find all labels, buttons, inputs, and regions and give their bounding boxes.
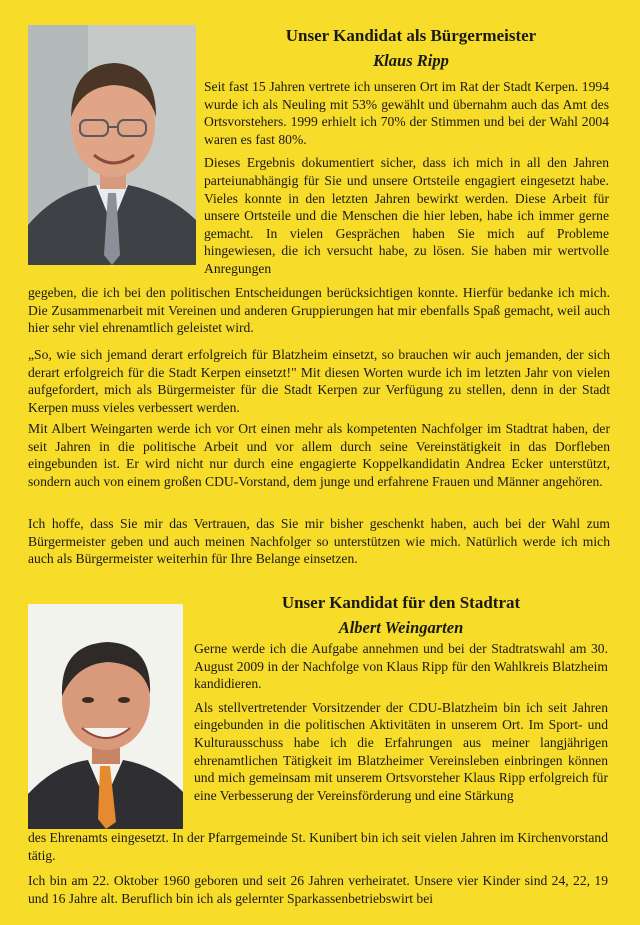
section2-candidate-name: Albert Weingarten: [338, 618, 464, 637]
section1-paragraph-3: „So, wie sich jemand derart erfolgreich für Blatzheim einsetzt, so brauchen wir auch jemanden, der sich derart erfolgreich für die Stadt Kerpen einsetzt!" Mit diesen Worten wurde ich im letzten Jahr von vielen aufgefordert, mich als Bürgermeister für die Stadt Kerpen zur Verfügung zu stellen, denn in der Stadt Kerpen muss vieles verbessert werden.: [28, 347, 610, 415]
portrait-albert-weingarten-image: [28, 604, 183, 829]
section1-paragraph-1: Seit fast 15 Jahren vertrete ich unseren Ort im Rat der Stadt Kerpen. 1994 wurde ich als Neuling mit 53% gewählt und übernahm auch das Amt des Ortsvorstehers. 1999 erhielt ich 70% der Stimmen und bei der Wahl 2004 waren es fast 80%.: [204, 79, 609, 147]
section1-intro-text: [204, 78, 609, 278]
section2-paragraph-2b: des Ehrenamts eingesetzt. In der Pfarrgemeinde St. Kunibert bin ich seit vielen Jahren im Kirchenvorstand tätig.: [28, 830, 608, 863]
section2-paragraph-1: Gerne werde ich die Aufgabe annehmen und bei der Stadtratswahl am 30. August 2009 in der Nachfolge von Klaus Ripp für den Wahlkreis Blatzheim kandidieren.: [194, 641, 608, 692]
portrait-albert-weingarten: [28, 604, 183, 829]
portrait-klaus-ripp-image: [28, 25, 196, 265]
section2-paragraph-2a: Als stellvertretender Vorsitzender der CDU-Blatzheim bin ich seit Jahren eingebunden in die politischen Aktivitäten in unserem Ort. Im Sport- und Kulturausschuss habe ich die Erfahrungen aus meiner langjährigen ehrenamtlichen Tätigkeit im Blatzheimer Vereinsleben einbringen können und mich gemeinsam mit unserem Ortsvorsteher Klaus Ripp erfolgreich für eine Verbesserung der Vereinsförderung und eine Stärkung: [194, 699, 608, 803]
section1-heading: Unser Kandidat als Bürgermeister: [285, 26, 537, 45]
section2-heading: Unser Kandidat für den Stadtrat: [281, 593, 521, 612]
portrait-klaus-ripp: [28, 25, 196, 265]
section2-intro-text: [194, 640, 608, 804]
section1-paragraph-5: Ich hoffe, dass Sie mir das Vertrauen, das Sie mir bisher geschenkt haben, auch bei der Wahl zum Bürgermeister geben und auch meinen Nachfolger so unterstützen wie mich. Natürlich werde ich mich auch als Bürgermeister weiterhin für Ihre Belange einsetzen.: [28, 516, 610, 567]
section1-paragraph-2b: gegeben, die ich bei den politischen Entscheidungen berücksichtigen konnte. Hierfür bedanke ich mich. Die Zusammenarbeit mit Vereinen und anderen Gruppierungen hat mir ebenfalls Spaß gemacht, weil auch hier sehr viel ehrenamtlich geleistet wird.: [28, 285, 610, 336]
section2-paragraph-3: Ich bin am 22. Oktober 1960 geboren und seit 26 Jahren verheiratet. Unsere vier Kinder sind 24, 22, 19 und 16 Jahre alt. Beruflich bin ich als gelernter Sparkassenbetriebswirt bei: [28, 873, 608, 906]
section1-paragraph-2a: Dieses Ergebnis dokumentiert sicher, dass ich mich in all den Jahren parteiunabhängig für Sie und unsere Ortsteile engagiert eingesetzt habe. Vieles konnte in den letzten Jahren bewirkt werden. Diese Arbeit für unsere Ortsteile und die Menschen die hier leben, habe ich immer gerne gemacht. In vielen Gesprächen haben Sie mich auf Probleme hingewiesen, die ich versucht habe, zu lösen. Sie haben mir wertvolle Anregungen: [204, 155, 609, 276]
section1-candidate-name: Klaus Ripp: [373, 51, 449, 70]
section1-paragraph-4: Mit Albert Weingarten werde ich vor Ort einen mehr als kompetenten Nachfolger im Stadtrat haben, der seit Jahren in die politische Arbeit und vor allem durch seine Vereinstätigkeit in das Dorfleben eingebunden ist. Er wird nicht nur durch eine engagierte Koppelkandidatin Andrea Ecker unterstützt, sondern auch von einem großen CDU-Vorstand, dem junge und erfahrene Frauen und Männer angehören.: [28, 421, 610, 489]
